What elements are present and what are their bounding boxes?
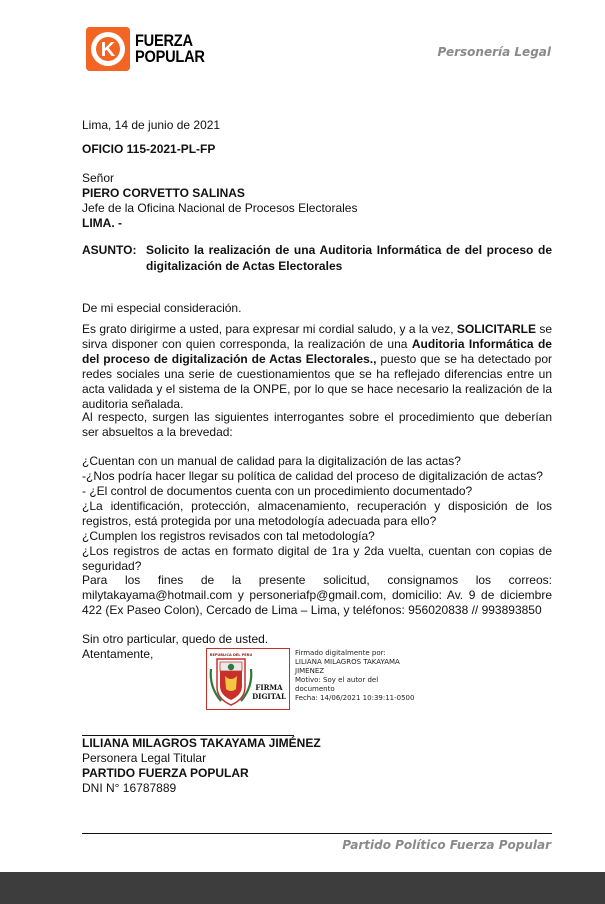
p1-part-d: Auditoria Informática de del proceso de digitalización de Actas Electorales., [82,337,552,366]
digital-signature-details [295,649,445,703]
question-item: -¿Nos podría hacer llegar su política de calidad del proceso de digitalización de actas? [82,469,543,483]
paragraph-request [82,322,552,412]
oficio-number: OFICIO 115-2021-PL-FP [82,142,216,156]
p1-part-e: puesto que se ha detectado por redes sociales una serie de cuestionamientos que se ha reflejado diferencias entre un acta validada y el sistema de la ONPE, por lo que se hace necesario la realización de la auditoria señalada. [82,352,552,411]
sig-meta-line: documento [295,685,335,693]
firma-text: FIRMA [255,683,283,692]
digital-text: DIGITAL [252,692,286,701]
salutation: Señor [82,171,115,185]
header-section-label: Personería Legal [437,45,551,59]
paragraph-contact: Para los fines de la presente solicitud, consignamos los correos: milytakayama@hotmail.com y personeriafp@gmail.com, domicilio: Av. 9 de diciembre 422 (Ex Paseo Colon), Cercado de Lima – Lima, y teléfonos: 956020838 // 993893850 [82,573,552,617]
seal-top-text: REPÚBLICA DEL PERÚ [209,653,253,657]
logo-wordmark [135,33,205,65]
logo-letter: K [100,39,116,61]
digital-signature-badge [206,648,290,710]
footer-divider [82,833,552,834]
recipient-title: Jefe de la Oficina Nacional de Procesos Electorales [82,201,358,215]
footer-label: Partido Político Fuerza Popular [342,838,551,852]
signatory-dni: DNI N° 16787889 [82,781,177,795]
logo-line-2: POPULAR [135,47,205,66]
subject-block [82,242,552,274]
k-logo-icon [86,27,130,71]
question-item: ¿Cuentan con un manual de calidad para la digitalización de las actas? [82,454,461,468]
question-item: ¿Cumplen los registros revisados con tal metodología? [82,529,375,543]
sig-meta-line: JIMENEZ [295,667,325,675]
logo-line-1: FUERZA [135,31,193,50]
sig-meta-line: Firmado digitalmente por: [295,649,386,657]
signatory-role: Personera Legal Titular [82,751,207,765]
question-item: ¿La identificación, protección, almacenamiento, recuperación y disposición de los registros, está protegida por una metodología adecuada para ello? [82,499,552,528]
sig-meta-line: LILIANA MILAGROS TAKAYAMA [295,658,400,666]
question-item: ¿Los registros de actas en formato digital de 1ra y 2da vuelta, cuentan con copias de seguridad? [82,544,552,573]
closing-regards: Atentamente, [82,647,154,661]
sig-meta-line: Motivo: Soy el autor del [295,676,379,684]
questions-list [82,454,552,574]
paragraph-questions-intro: Al respecto, surgen las siguientes interrogantes sobre el procedimiento que deberían ser absueltos a la brevedad: [82,410,552,439]
subject-label: ASUNTO: [82,243,137,257]
signatory-name: LILIANA MILAGROS TAKAYAMA JIMÉNEZ [82,736,321,750]
p1-part-a: Es grato dirigirme a usted, para expresar mi cordial saludo, y a la vez, [82,322,457,336]
question-item: - ¿El control de documentos cuenta con un procedimiento documentado? [82,484,473,498]
recipient-name: PIERO CORVETTO SALINAS [82,186,245,200]
p1-part-c: se sirva disponer con quien corresponda, la realización de una [82,322,552,351]
p1-part-b: SOLICITARLE [456,322,536,336]
subject-text: Solicito la realización de una Auditoria Informática de del proceso de digitalización de Actas Electorales [146,243,552,273]
viewer-bottom-bar [0,872,605,904]
fuerza-popular-logo [86,25,216,73]
sig-meta-line: Fecha: 14/06/2021 10:39:11-0500 [295,694,415,702]
greeting: De mi especial consideración. [82,301,242,315]
closing-line: Sin otro particular, quedo de usted. [82,632,269,646]
recipient-city: LIMA. - [82,216,122,230]
signatory-party: PARTIDO FUERZA POPULAR [82,766,249,780]
peru-seal-icon [207,649,291,711]
letter-date: Lima, 14 de junio de 2021 [82,118,221,132]
